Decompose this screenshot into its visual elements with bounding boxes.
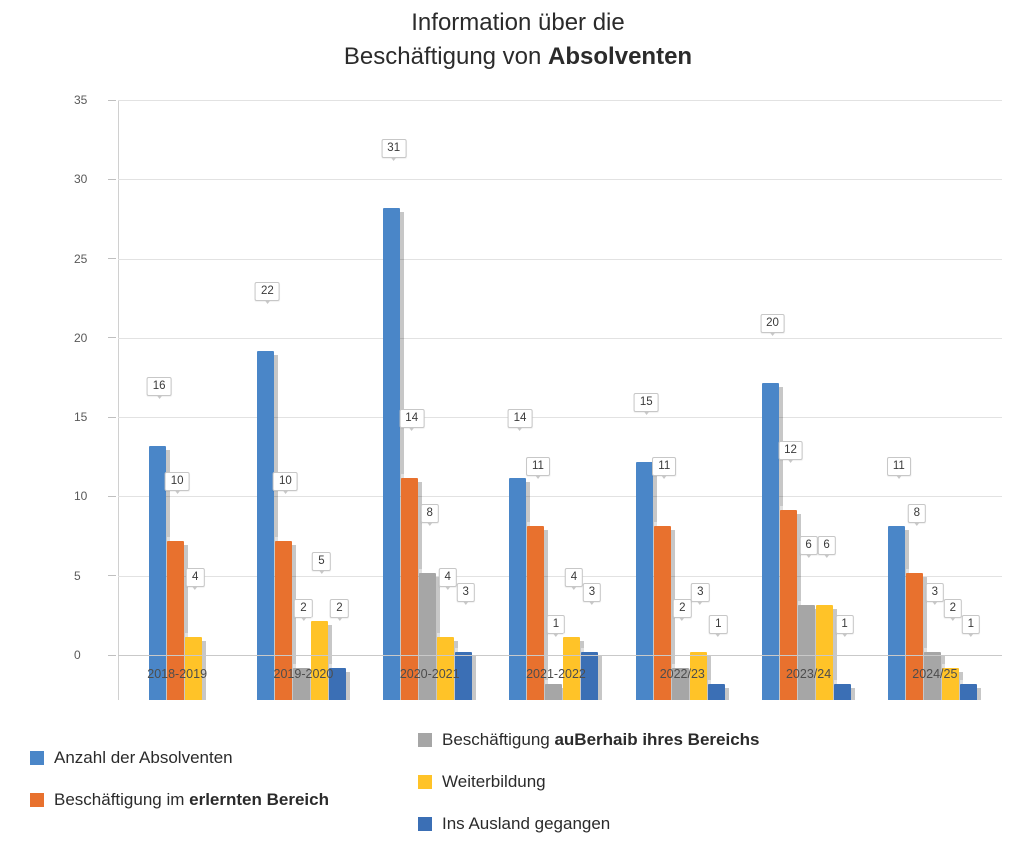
legend-label-plain: Beschäftigung <box>442 730 555 749</box>
chart-title-line-2-prefix: Beschäftigung von <box>343 43 549 70</box>
bar[interactable] <box>762 383 779 700</box>
bar-top-face <box>762 379 783 383</box>
legend-label <box>54 790 329 810</box>
data-label: 4 <box>186 568 204 587</box>
plot-area <box>62 93 1002 700</box>
bar-group <box>623 100 749 700</box>
y-axis-label-10: 10 <box>74 489 88 504</box>
bar[interactable] <box>383 208 400 700</box>
bar-top-face <box>275 537 296 541</box>
y-tick-mark-30 <box>108 179 116 180</box>
bar-group <box>244 100 370 700</box>
y-tick-mark-0 <box>108 655 116 656</box>
legend-swatch <box>418 733 432 747</box>
legend-item[interactable] <box>30 748 233 768</box>
bar[interactable] <box>816 605 833 700</box>
y-axis-label-20: 20 <box>74 330 88 345</box>
data-label: 3 <box>926 583 944 602</box>
data-label: 8 <box>908 504 926 523</box>
bar-side-shadow <box>472 656 476 700</box>
y-tick-mark-25 <box>108 258 116 259</box>
bar-top-face <box>690 648 711 652</box>
legend-swatch <box>30 751 44 765</box>
bar-top-face <box>419 569 440 573</box>
bar[interactable] <box>798 605 815 700</box>
legend-item[interactable] <box>418 814 610 834</box>
legend-label-plain: Beschäftigung im <box>54 790 190 809</box>
bar-top-face <box>437 633 458 637</box>
bar[interactable] <box>888 526 905 700</box>
legend-label: Weiterbildung <box>442 772 546 791</box>
bar-top-face <box>780 506 801 510</box>
y-tick-mark-35 <box>108 100 116 101</box>
y-axis-label-15: 15 <box>74 410 88 425</box>
x-axis-category-label: 2019-2020 <box>273 667 334 681</box>
data-label: 2 <box>944 599 962 618</box>
bar-side-shadow <box>598 656 602 700</box>
data-label: 2 <box>673 599 691 618</box>
bar[interactable] <box>834 684 851 700</box>
y-axis-label-25: 25 <box>74 251 88 266</box>
x-axis-category-label: 2024/25 <box>912 667 958 681</box>
y-tick-mark-10 <box>108 496 116 497</box>
bar-top-face <box>654 522 675 526</box>
legend-swatch <box>30 793 44 807</box>
bar-group <box>371 100 497 700</box>
data-label: 2 <box>330 599 348 618</box>
bar-top-face <box>401 474 422 478</box>
bar[interactable] <box>708 684 725 700</box>
bar-top-face <box>257 347 278 351</box>
legend-label: Ins Ausland gegangen <box>442 814 611 833</box>
x-axis-category-label: 2018-2019 <box>147 667 208 681</box>
legend-item[interactable] <box>418 772 546 792</box>
x-axis-category-label: 2021-2022 <box>526 667 586 681</box>
data-label: 12 <box>778 441 803 460</box>
legend-label: Anzahl der Absolventen <box>54 748 233 767</box>
bar-top-face <box>185 633 206 637</box>
bar-top-face <box>455 648 476 652</box>
chart-title-line-1: Information über die <box>411 9 625 36</box>
bar[interactable] <box>960 684 977 700</box>
bar-top-face <box>383 204 404 208</box>
bar-top-face <box>906 569 927 573</box>
chart-title-line-2 <box>0 40 1036 74</box>
y-tick-mark-15 <box>108 417 116 418</box>
bar[interactable] <box>545 684 562 700</box>
bar-side-shadow <box>977 688 981 700</box>
bar-top-face <box>581 648 602 652</box>
bar-top-face <box>960 680 981 684</box>
bar-top-face <box>149 442 170 446</box>
data-label: 11 <box>526 457 550 476</box>
data-label: 8 <box>421 504 439 523</box>
data-label: 3 <box>457 583 475 602</box>
data-label: 6 <box>799 536 817 555</box>
chart-title-line-2-bold: Absolventen <box>548 43 693 70</box>
bar-top-face <box>924 648 945 652</box>
bar[interactable] <box>636 462 653 700</box>
bar-group <box>497 100 623 700</box>
bar-top-face <box>311 617 332 621</box>
legend-item[interactable] <box>30 790 329 810</box>
bar-group <box>876 100 1002 700</box>
bar-top-face <box>563 633 584 637</box>
data-label: 15 <box>634 393 659 412</box>
y-axis-label-0: 0 <box>74 648 81 662</box>
y-axis-label-30: 30 <box>74 172 88 187</box>
bar-side-shadow <box>725 688 729 700</box>
x-axis-category-label: 2023/24 <box>785 667 832 681</box>
bar[interactable] <box>509 478 526 700</box>
data-label: 4 <box>439 568 457 587</box>
data-label: 3 <box>583 583 601 602</box>
x-axis-category-label: 2020-2021 <box>399 667 460 681</box>
bar-top-face <box>834 680 855 684</box>
data-label: 5 <box>312 552 330 571</box>
data-label: 1 <box>709 615 727 634</box>
bar-top-face <box>167 537 188 541</box>
bar[interactable] <box>257 351 274 700</box>
x-axis-category-label: 2022/23 <box>659 667 705 681</box>
chart-legend <box>0 730 1036 845</box>
bar[interactable] <box>149 446 166 700</box>
y-tick-mark-20 <box>108 337 116 338</box>
data-label: 14 <box>399 409 424 428</box>
data-label: 10 <box>165 472 190 491</box>
data-label: 11 <box>887 457 911 476</box>
data-label: 31 <box>381 139 406 158</box>
data-label: 2 <box>294 599 312 618</box>
data-label: 11 <box>652 457 676 476</box>
bar-top-face <box>816 601 837 605</box>
y-tick-mark-5 <box>108 575 116 576</box>
legend-label <box>442 730 760 750</box>
data-label: 16 <box>147 377 172 396</box>
data-label: 1 <box>547 615 565 634</box>
bar[interactable] <box>311 621 328 700</box>
legend-item[interactable] <box>418 730 760 750</box>
bar-top-face <box>708 680 729 684</box>
bar-group <box>118 100 244 700</box>
y-axis-label-35: 35 <box>74 93 88 107</box>
data-label: 14 <box>508 409 533 428</box>
bars-area <box>118 100 1002 700</box>
data-label: 1 <box>835 615 853 634</box>
bar-group <box>749 100 875 700</box>
x-axis <box>118 655 1002 656</box>
data-label: 1 <box>962 615 980 634</box>
data-label: 6 <box>817 536 835 555</box>
data-label: 4 <box>565 568 583 587</box>
data-label: 3 <box>691 583 709 602</box>
bar-top-face <box>527 522 548 526</box>
y-axis-label-5: 5 <box>74 568 81 583</box>
data-label: 10 <box>273 472 298 491</box>
bar-side-shadow <box>346 672 350 700</box>
data-label: 22 <box>255 282 280 301</box>
legend-label-bold: erlernten Bereich <box>189 790 329 809</box>
data-label: 20 <box>760 314 785 333</box>
legend-swatch <box>418 775 432 789</box>
legend-label-bold: auBerhaib ihres Bereichs <box>554 730 760 749</box>
chart-title <box>0 6 1036 74</box>
bar-top-face <box>888 522 909 526</box>
legend-swatch <box>418 817 432 831</box>
bar-side-shadow <box>851 688 855 700</box>
